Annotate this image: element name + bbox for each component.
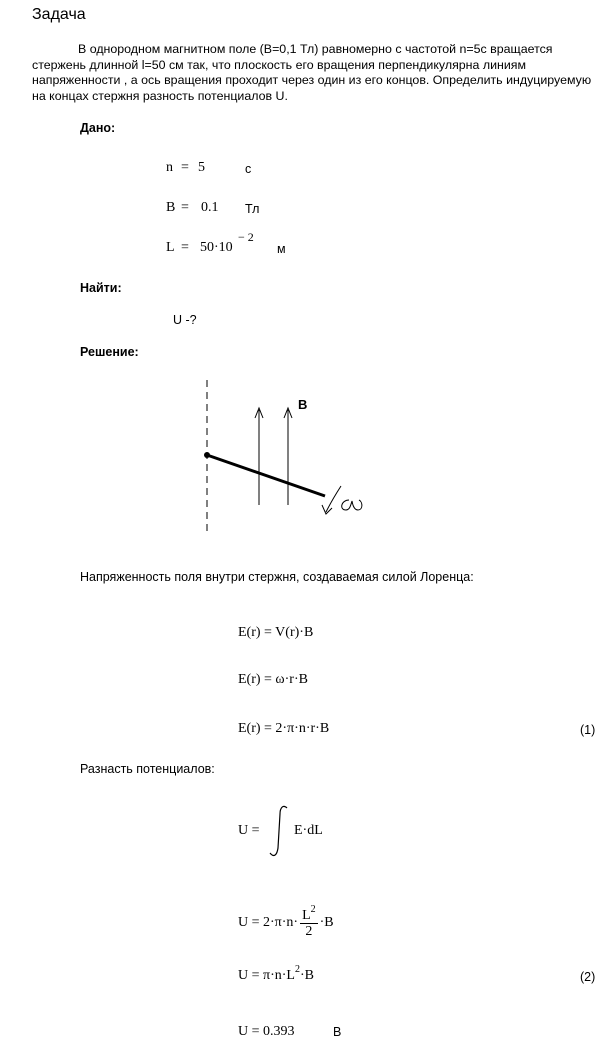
find-value: U -? xyxy=(173,313,197,327)
field-label-B: B xyxy=(298,397,308,412)
equation-7: U = 0.393 xyxy=(238,1024,295,1039)
equation-number-1: (1) xyxy=(580,723,596,737)
equation-3: E(r) = 2·π·n·r·B xyxy=(238,721,330,736)
find-heading: Найти: xyxy=(80,281,122,295)
equation-5: U = 2·π·n· $\frac{L^2}{2}$ ·B xyxy=(238,903,334,939)
equation-4-rhs: E·dL xyxy=(294,823,323,838)
problem-text: В однородном магнитном поле (B=0,1 Тл) равномерно с частотой n=5c вращается стержень длинной l=50 см так, что плоскость его вращения перпендикулярна линиям напряженности , а ось вращения проходит через один из его концов. Определить индуцируемую на концах стержня разность потенциалов U. xyxy=(32,42,592,103)
given-heading: Дано: xyxy=(80,121,116,135)
equation-2: E(r) = ω·r·B xyxy=(238,672,308,687)
potential-text: Разнасть потенциалов: xyxy=(80,762,215,776)
equation-7-unit: В xyxy=(333,1025,342,1039)
page-title: Задача xyxy=(32,6,86,23)
solution-heading: Решение: xyxy=(80,345,139,359)
equation-4-lhs: U = xyxy=(238,823,260,838)
equation-number-2: (2) xyxy=(580,970,596,984)
equation-1: E(r) = V(r)·B xyxy=(238,625,314,640)
equation-6: $U = \pi\cdot n\cdot L^2\cdot B$ xyxy=(238,964,314,983)
fraction-L2-over-2: $\frac{L^2}{2}$ xyxy=(302,903,316,939)
lorentz-text: Напряженность поля внутри стержня, создаваемая силой Лоренца: xyxy=(80,570,474,584)
